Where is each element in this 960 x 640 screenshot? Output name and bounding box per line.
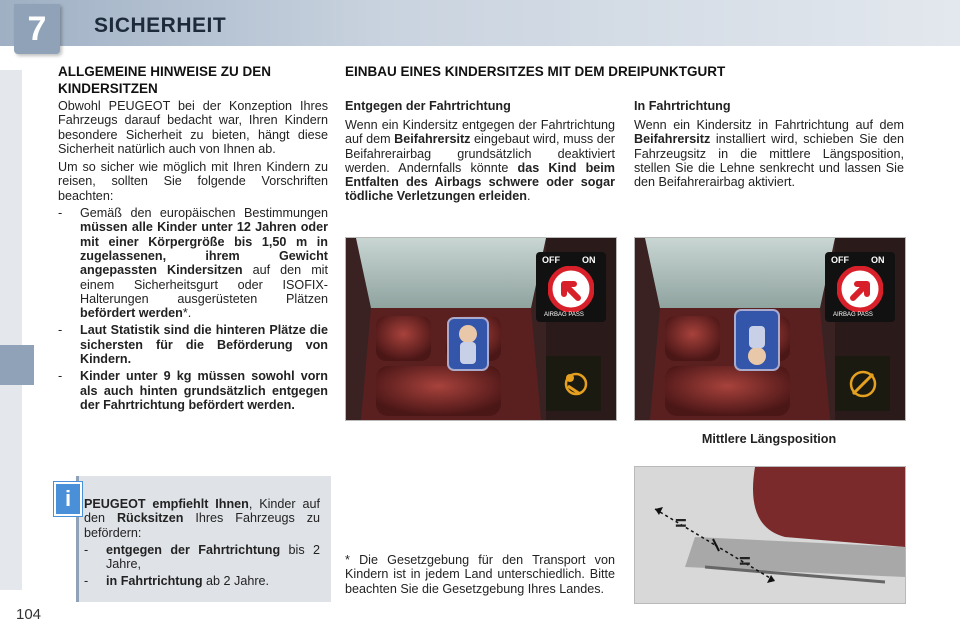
list-dash: - — [58, 323, 63, 338]
intro-paragraph: Obwohl PEUGEOT bei der Konzeption Ihres Fahrzeugs darauf bedacht war, Ihren Kindern besondere Sicherheit zu bieten, hängt diese Sicherheit natürlich auch von Ihnen ab. — [58, 99, 328, 156]
airbag-switch-panel: OFF ON AIRBAG PASS — [825, 252, 895, 322]
list-item: - entgegen der Fahrtrichtung bis 2 Jahre, — [84, 542, 320, 572]
side-strip — [0, 70, 22, 590]
forward-facing-subheading: In Fahrtrichtung — [634, 99, 731, 113]
chapter-number: 7 — [27, 10, 47, 48]
general-notes — [58, 99, 328, 415]
rear-facing-section — [345, 99, 615, 204]
forward-facing-illustration — [634, 237, 906, 421]
side-tab-marker — [0, 345, 34, 385]
airbag-off-switch-icon — [548, 266, 594, 312]
seat-rail-illustration — [634, 466, 906, 604]
equal-mark: = — [675, 513, 687, 535]
rear-facing-text: Wenn ein Kindersitz entgegen der Fahrtrichtung auf dem Beifahrersitz eingebaut wird, muss der Beifahrerairbag grundsätzlich deaktiviert werden. Andernfalls könnte das Kind beim Entfalten des Airbags schwere oder sogar tödliche Verletzungen erleiden. — [345, 118, 615, 204]
rules-list — [58, 206, 328, 412]
rear-facing-subheading: Entgegen der Fahrtrichtung — [345, 99, 511, 113]
airbag-switch-panel: OFF ON AIRBAG PASS — [536, 252, 606, 322]
list-dash: - — [58, 369, 63, 384]
list-item: - in Fahrtrichtung ab 2 Jahre. — [84, 574, 270, 589]
airbag-on-switch-icon — [837, 266, 883, 312]
airbag-warning-icon — [546, 356, 601, 411]
list-item: - Kinder unter 9 kg müssen sowohl vorn als auch hinten grundsätzlich entgegen der Fahrtrichtung befördert werden. — [58, 369, 328, 412]
rear-facing-illustration — [345, 237, 617, 421]
info-list — [84, 543, 320, 589]
list-item: - Laut Statistik sind die hinteren Plätze die sichersten für die Beförderung von Kindern. — [58, 323, 328, 367]
page-number: 104 — [16, 606, 42, 623]
section-heading-general: ALLGEMEINE HINWEISE ZU DEN KINDERSITZEN — [58, 64, 272, 96]
forward-facing-section — [634, 99, 904, 189]
info-text: PEUGEOT empfiehlt Ihnen, Kinder auf den Rücksitzen Ihres Fahrzeugs zu befördern: - entgegen der Fahrtrichtung bis 2 Jahre, - in Fahrtrichtung ab 2 Jahre. — [84, 497, 320, 589]
intro-paragraph-2: Um so sicher wie möglich mit Ihren Kindern zu reisen, sollten Sie folgende Vorschriften beachten: — [58, 160, 328, 203]
page-title: SICHERHEIT — [94, 14, 227, 37]
airbag-indicator-off — [546, 356, 601, 411]
forward-facing-text: Wenn ein Kindersitz in Fahrtrichtung auf dem Beifahrersitz installiert wird, schieben Sie den Fahrzeugsitz in die mittlere Längsposition, stellen Sie die Lehne senkrecht und lassen Sie den Beifahrerairbag aktiviert. — [634, 118, 904, 190]
list-dash: - — [58, 206, 63, 221]
airbag-disabled-icon — [835, 356, 890, 411]
info-icon: i — [54, 482, 82, 516]
footnote: * Die Gesetzgebung für den Transport von Kindern ist in jedem Land unterschiedlich. Bitte beachten Sie die Gesetzgebung Ihres Landes. — [345, 553, 615, 596]
equal-mark: = — [739, 551, 751, 573]
figure-caption-middle-position: Mittlere Längsposition — [701, 432, 837, 446]
list-item: - Gemäß den europäischen Bestimmungen müssen alle Kinder unter 12 Jahren oder mit einer Körpergröße bis 1,50 m in zugelassenen, ihrem Gewicht angepassten Kindersitzen auf den mit einem Sicherheitsgurt oder ISOFIX-Halterungen ausgerüsteten Plätzen befördert werden*. — [58, 206, 328, 321]
section-heading-install: EINBAU EINES KINDERSITZES MIT DEM DREIPUNKTGURT — [345, 64, 726, 79]
airbag-indicator-on — [835, 356, 890, 411]
